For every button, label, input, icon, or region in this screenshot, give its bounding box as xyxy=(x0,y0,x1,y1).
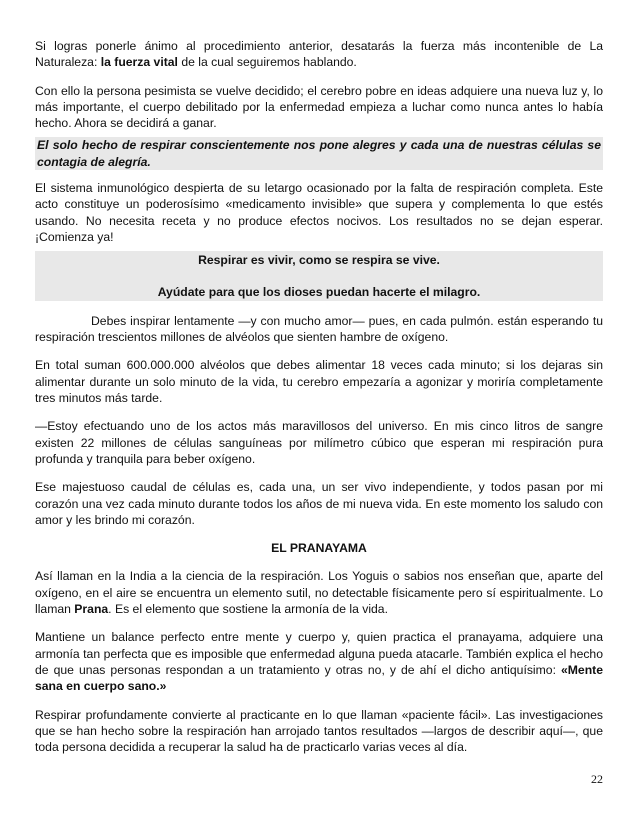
paragraph-1: Si logras ponerle ánimo al procedimiento anterior, desatarás la fuerza más incontenible de La Naturaleza: la fuerza vital de la cual seguiremos hablando. xyxy=(35,39,603,70)
highlighted-statement: El solo hecho de respirar conscientemente nos pone alegres y cada una de nuestras células se contagia de alegría. xyxy=(37,138,601,169)
page-body xyxy=(35,38,603,767)
paragraph-9: Mantiene un balance perfecto entre mente y cuerpo y, quien practica el pranayama, adquiere una armonía tan perfecta que es imposible que enfermedad alguna pueda atacarle. También explica el hecho de que unas personas respondan a un tratamiento y otras no, y de ahí el dicho antiquísimo: «Mente sana en cuerpo sano.» xyxy=(35,630,603,694)
highlighted-quote-band xyxy=(35,251,603,301)
page-number: 22 xyxy=(591,772,603,786)
bold-saying: «Mente sana en cuerpo sano.» xyxy=(35,662,603,694)
paragraph-4: Debes inspirar lentamente —y con mucho amor— pues, en cada pulmón. están esperando tu respiración trescientos millones de alvéolos que sienten hambre de oxígeno. xyxy=(35,313,603,345)
paragraph-8: Así llaman en la India a la ciencia de la respiración. Los Yoguis o sabios nos enseñan que, aparte del oxígeno, en el aire se encuentra un elemento sutil, no detectable físicamente pero sí espiritualmente. Lo llaman Prana. Es el elemento que sostiene la armonía de la vida. xyxy=(35,569,603,617)
bold-term-fuerza-vital: la fuerza vital xyxy=(100,55,178,70)
quote-line-2: Ayúdate para que los dioses puedan hacerte el milagro. xyxy=(157,284,481,299)
paragraph-6: —Estoy efectuando uno de los actos más maravillosos del universo. En mis cinco litros de sangre existen 22 millones de células sanguíneas por milímetro cúbico que esperan mi respiración pura profunda y tranquila para beber oxígeno. xyxy=(35,419,603,466)
paragraph-3: El sistema inmunológico despierta de su letargo ocasionado por la falta de respiración completa. Este acto constituye un poderosísimo «medicamento invisible» que supera y complementa lo que estés usando. No necesita receta y no produce efectos nocivos. Los resultados no se dejan esperar. ¡Comienza ya! xyxy=(35,181,603,244)
paragraph-5: En total suman 600.000.000 alvéolos que debes alimentar 18 veces cada minuto; si los dejaras sin alimentar durante un solo minuto de la vida, tu cerebro empezaría a agonizar y moriría completamente tres minutos más tarde. xyxy=(35,358,603,406)
section-heading: EL PRANAYAMA xyxy=(271,541,367,556)
quote-line-1: Respirar es vivir, como se respira se vive. xyxy=(198,253,440,268)
paragraph-10: Respirar profundamente convierte al practicante en lo que llaman «paciente fácil». Las investigaciones que se han hecho sobre la respiración han arrojado tantos resultados —largos de describir aquí—, que toda persona decidida a recuperar la salud ha de practicarlo varias veces al día. xyxy=(35,707,603,755)
bold-term-prana: Prana xyxy=(74,602,109,617)
paragraph-7: Ese majestuoso caudal de células es, cada una, un ser vivo independiente, y todos pasan por mi corazón una vez cada minuto durante todos los años de mi nueva vida. En este momento los saludo con amor y les brindo mi corazón. xyxy=(35,480,603,527)
paragraph-2: Con ello la persona pesimista se vuelve decidido; el cerebro pobre en ideas adquiere una nueva luz y, lo más importante, el cuerpo debilitado por la enfermedad empieza a luchar como nunca antes lo había hecho. Ahora se decidirá a ganar. xyxy=(35,83,603,131)
